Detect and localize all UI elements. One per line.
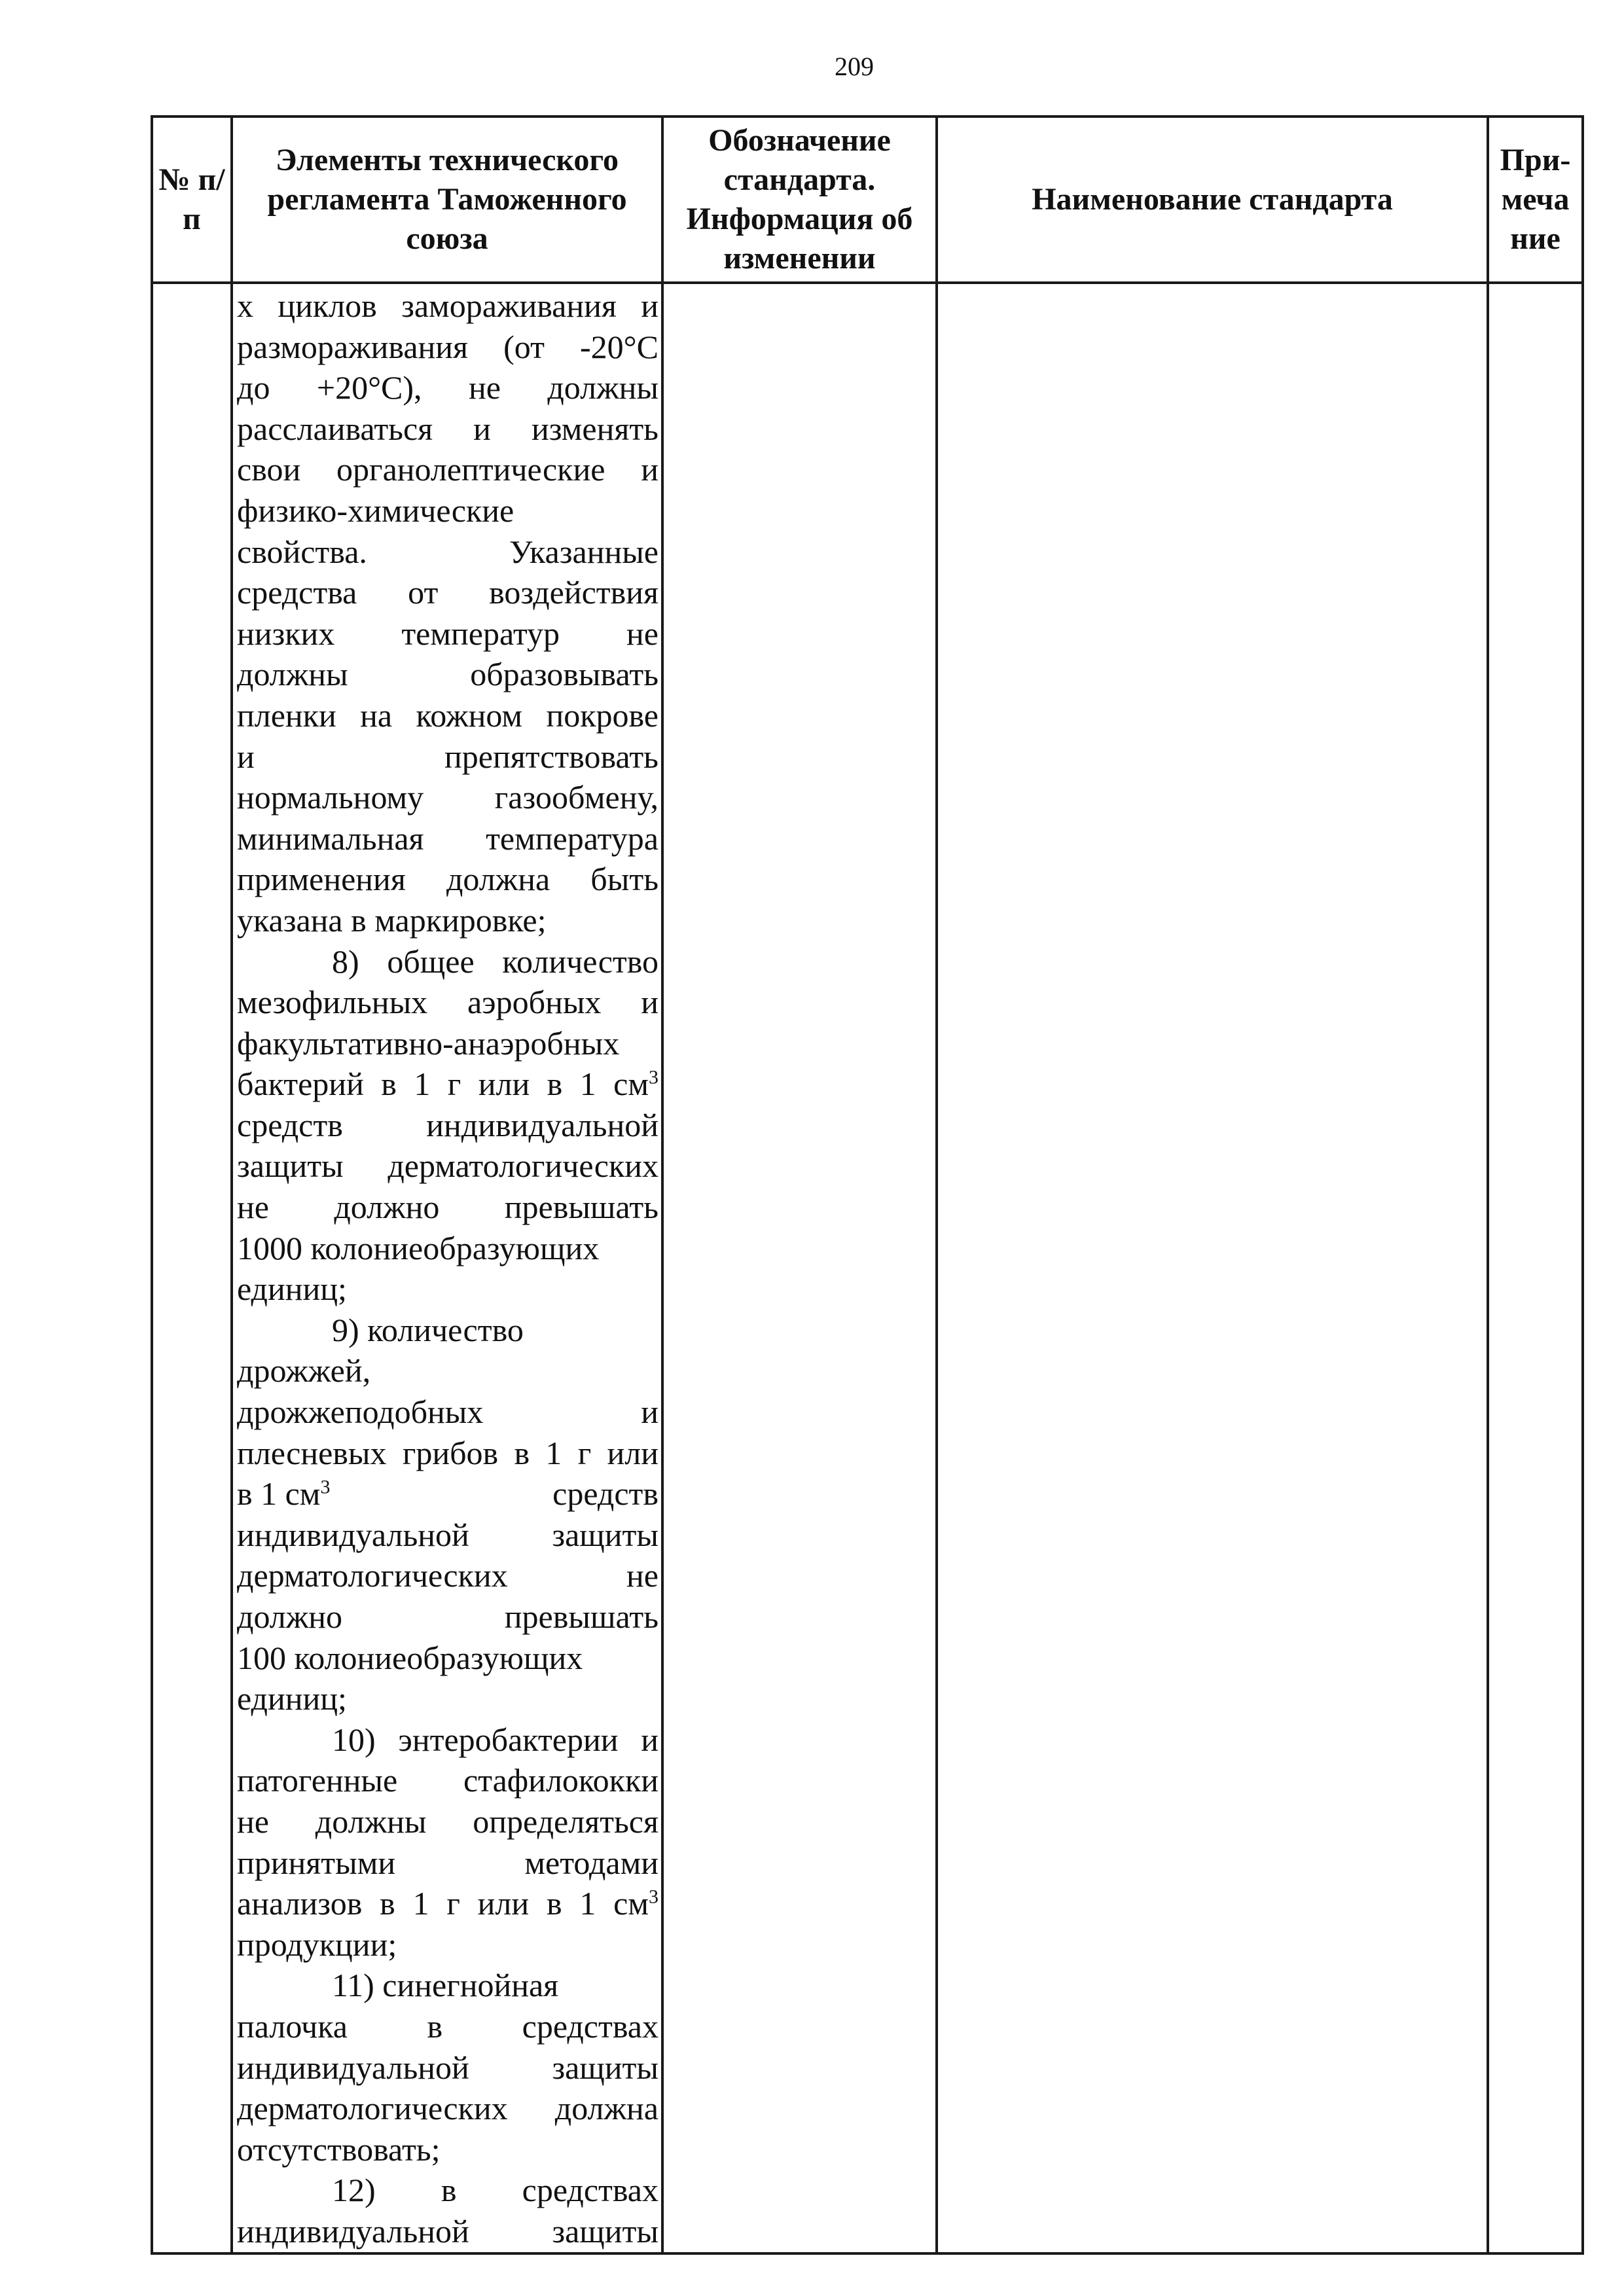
text-line-content: физико-химические: [237, 492, 514, 529]
text-line: [237, 695, 659, 736]
text-line: [237, 1391, 659, 1433]
text-line: [237, 285, 659, 327]
text-line: [237, 1145, 659, 1187]
elements-text: [233, 284, 661, 2252]
text-line-content: индивидуальной защиты: [237, 2212, 659, 2250]
text-line: [237, 1801, 659, 1842]
cell-designation: [662, 283, 937, 2253]
text-line: [237, 1719, 659, 1761]
text-line: [237, 1433, 659, 1474]
text-line-content: отсутствовать;: [237, 2130, 441, 2168]
text-line-content: свои органолептические и: [237, 451, 659, 488]
text-line: [237, 1515, 659, 1556]
text-line: [237, 1023, 659, 1064]
text-line-content: должны образовывать: [237, 656, 659, 693]
text-line-content: и препятствовать: [237, 738, 659, 775]
text-line: [237, 490, 659, 531]
text-line-content: продукции;: [237, 1926, 397, 1963]
text-line: [237, 1924, 659, 1965]
text-line: [237, 900, 659, 941]
text-line: [237, 1596, 659, 1638]
text-line: [237, 1350, 659, 1391]
text-line: [237, 531, 659, 573]
text-line-content: индивидуальной защиты: [237, 2049, 659, 2086]
text-line-content: минимальная температура: [237, 819, 659, 857]
text-line-content: принятыми методами: [237, 1844, 659, 1881]
header-number: № п/п: [152, 117, 232, 283]
text-line-content: факультативно-анаэробных: [237, 1024, 620, 1062]
text-line: [237, 2006, 659, 2047]
text-line-content: 8) общее количество: [332, 942, 659, 980]
text-line-content: х циклов замораживания и: [237, 287, 659, 324]
text-line: [237, 1842, 659, 1884]
page-number: 209: [835, 52, 874, 81]
text-line-content: до +20°С), не должны: [237, 369, 659, 406]
text-line: [237, 1883, 659, 1924]
superscript: 3: [320, 1476, 331, 1498]
text-line-content: бактерий в 1 г или в 1 см: [237, 1066, 649, 1103]
text-line-content: анализов в 1 г или в 1 см: [237, 1885, 649, 1922]
text-line-content: расслаиваться и изменять: [237, 410, 659, 447]
table-header-row: [152, 117, 1583, 283]
superscript: 3: [649, 1886, 659, 1908]
text-line: [237, 1555, 659, 1596]
text-line: [237, 2047, 659, 2089]
text-line: [237, 1187, 659, 1228]
text-line: [237, 572, 659, 613]
header-note: При-меча ние: [1488, 117, 1583, 283]
text-line-content: 12) в средствах: [332, 2172, 659, 2209]
text-line-content: в 1 см: [237, 1475, 321, 1513]
text-line-content: мезофильных аэробных и: [237, 984, 659, 1021]
header-designation: Обозначение стандарта. Информация об изменении: [662, 117, 937, 283]
text-line: [237, 327, 659, 368]
text-line: [237, 408, 659, 450]
text-line: [237, 2129, 659, 2170]
text-line-content: палочка в средствах: [237, 2007, 659, 2045]
text-line-content: защиты дерматологических: [237, 1147, 659, 1185]
header-standard-name: Наименование стандарта: [937, 117, 1488, 283]
text-line-content: указана в маркировке;: [237, 901, 547, 939]
table-row: [152, 283, 1583, 2253]
text-line: [237, 1268, 659, 1310]
text-line: [237, 2211, 659, 2252]
text-line: [237, 1638, 659, 1679]
text-line-content: средств индивидуальной: [237, 1106, 659, 1143]
text-line-content: дерматологических должна: [237, 2090, 659, 2127]
cell-number: [152, 283, 232, 2253]
cell-note: [1488, 283, 1583, 2253]
text-line: [237, 2088, 659, 2129]
text-line: [237, 736, 659, 778]
text-line: [237, 1473, 659, 1515]
text-line: [237, 818, 659, 859]
text-line-tail: средств: [552, 1475, 659, 1513]
text-line-content: плесневых грибов в 1 г или: [237, 1434, 659, 1471]
text-line-content: должно превышать: [237, 1598, 659, 1635]
text-line-content: индивидуальной защиты: [237, 1516, 659, 1553]
text-line: [237, 1760, 659, 1801]
text-line: [237, 1105, 659, 1146]
cell-standard-name: [937, 283, 1488, 2253]
text-line: [237, 1064, 659, 1105]
text-line-content: не должно превышать: [237, 1189, 659, 1226]
text-line-content: единиц;: [237, 1680, 347, 1717]
text-line-content: 11) синегнойная: [332, 1967, 559, 2004]
text-line-content: применения должна быть: [237, 861, 659, 898]
text-line: [237, 367, 659, 408]
standards-table: [151, 115, 1584, 2255]
cell-elements: [232, 283, 662, 2253]
text-line: [237, 449, 659, 490]
text-line-content: 100 колониеобразующих: [237, 1639, 583, 1676]
text-line-content: размораживания (от -20°С: [237, 328, 659, 365]
text-line: [237, 613, 659, 655]
text-line: [237, 2170, 659, 2211]
text-line-content: дрожжей,: [237, 1352, 371, 1390]
text-line-content: 10) энтеробактерии и: [332, 1721, 659, 1758]
superscript: 3: [649, 1066, 659, 1088]
text-line-content: средства от воздействия: [237, 574, 659, 611]
text-line: [237, 1678, 659, 1719]
text-line-content: дерматологических не: [237, 1557, 659, 1594]
text-line: [237, 777, 659, 818]
text-line: [237, 654, 659, 695]
text-line: [237, 941, 659, 982]
text-line-content: не должны определяться: [237, 1803, 659, 1840]
header-elements: Элементы технического регламента Таможенного союза: [232, 117, 662, 283]
text-line-content: 1000 колониеобразующих: [237, 1229, 600, 1266]
text-line: [237, 859, 659, 900]
text-line-content: низких температур не: [237, 615, 659, 652]
text-line-content: нормальному газообмену,: [237, 779, 659, 816]
text-line: [237, 1965, 659, 2006]
text-line: [237, 982, 659, 1023]
text-line-content: пленки на кожном покрове: [237, 696, 659, 734]
text-line-content: единиц;: [237, 1270, 347, 1308]
text-line-content: свойства. Указанные: [237, 533, 659, 570]
text-line-content: дрожжеподобных и: [237, 1393, 659, 1431]
text-line: [237, 1310, 659, 1351]
text-line: [237, 1228, 659, 1269]
text-line-content: патогенные стафилококки: [237, 1762, 659, 1799]
text-line-content: 9) количество: [332, 1311, 524, 1348]
